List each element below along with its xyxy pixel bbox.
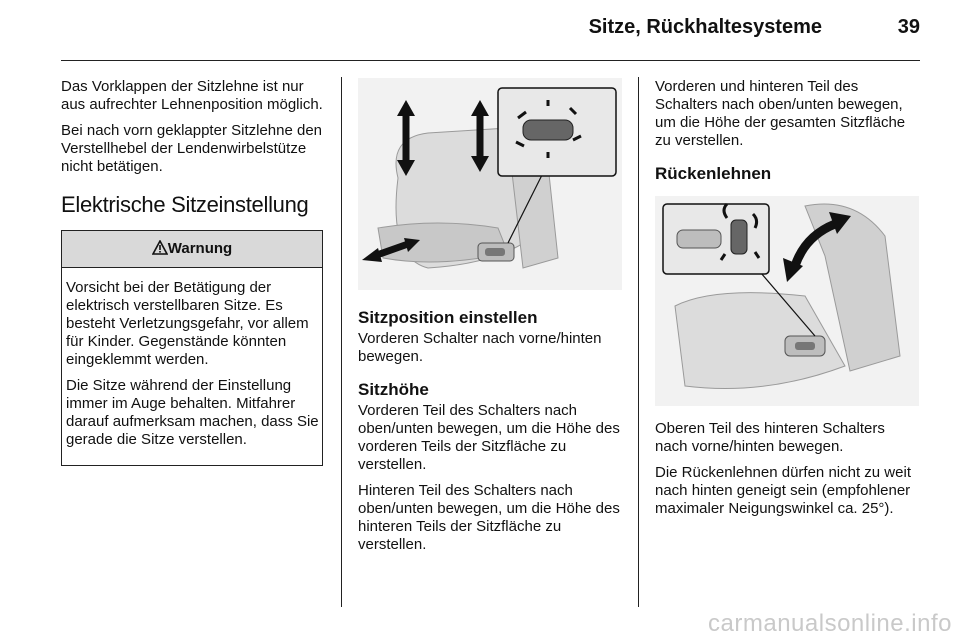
warning-header xyxy=(62,231,322,268)
section-title: Elektrische Sitzeinstellung xyxy=(61,192,309,217)
paragraph: Bei nach vorn geklappter Sitzlehne den Verstellhebel der Lendenwirbelstütze nicht betätigen. xyxy=(61,122,323,175)
backrest-illustration-icon xyxy=(655,196,919,406)
watermark: carmanualsonline.info xyxy=(708,610,952,637)
column-right xyxy=(655,78,921,526)
paragraph: Die Rückenlehnen dürfen nicht zu weit nach hinten geneigt sein (empfohlener maximaler Neigungswinkel ca. 25°). xyxy=(655,464,911,517)
column-divider-2 xyxy=(638,77,639,607)
page-number: 39 xyxy=(897,16,920,38)
warning-paragraph: Vorsicht bei der Betätigung der elektrisch verstellbaren Sitze. Es besteht Verletzungsgefahr, vor allem für Kinder. Gegenstände könnten eingeklemmt werden. xyxy=(66,279,309,368)
paragraph: Oberen Teil des hinteren Schalters nach vorne/hinten bewegen. xyxy=(655,420,885,455)
paragraph: Hinteren Teil des Schalters nach oben/unten bewegen, um die Höhe des hinteren Teils der Sitzfläche zu verstellen. xyxy=(358,482,620,553)
seat-illustration-icon xyxy=(358,78,622,290)
column-left xyxy=(61,78,323,466)
warning-triangle-icon xyxy=(152,240,168,255)
header-divider xyxy=(61,60,920,61)
subsection-title: Sitzposition einstellen xyxy=(358,308,538,327)
warning-label: Warnung xyxy=(167,240,233,257)
paragraph: Das Vorklappen der Sitzlehne ist nur aus aufrechter Lehnenposition möglich. xyxy=(61,78,323,113)
seat-adjustment-illustration xyxy=(358,78,622,290)
paragraph: Vorderen Teil des Schalters nach oben/unten bewegen, um die Höhe des vorderen Teils der Sitzfläche zu verstellen. xyxy=(358,402,620,473)
page-header-title: Sitze, Rückhaltesysteme xyxy=(588,16,822,38)
subsection-title: Sitzhöhe xyxy=(358,380,429,399)
warning-box xyxy=(61,230,323,466)
column-divider-1 xyxy=(341,77,342,607)
column-middle xyxy=(358,78,622,562)
backrest-recline-illustration xyxy=(655,196,919,406)
paragraph: Vorderen Schalter nach vorne/hinten bewegen. xyxy=(358,330,602,365)
subsection-title: Rückenlehnen xyxy=(655,164,772,183)
warning-body xyxy=(62,268,322,465)
paragraph: Vorderen und hinteren Teil des Schalters nach oben/unten bewegen, um die Höhe der gesamten Sitzfläche zu verstellen. xyxy=(655,78,906,149)
warning-paragraph: Die Sitze während der Einstellung immer im Auge behalten. Mitfahrer darauf aufmerksam machen, dass Sie gerade die Sitze verstellen. xyxy=(66,377,319,448)
